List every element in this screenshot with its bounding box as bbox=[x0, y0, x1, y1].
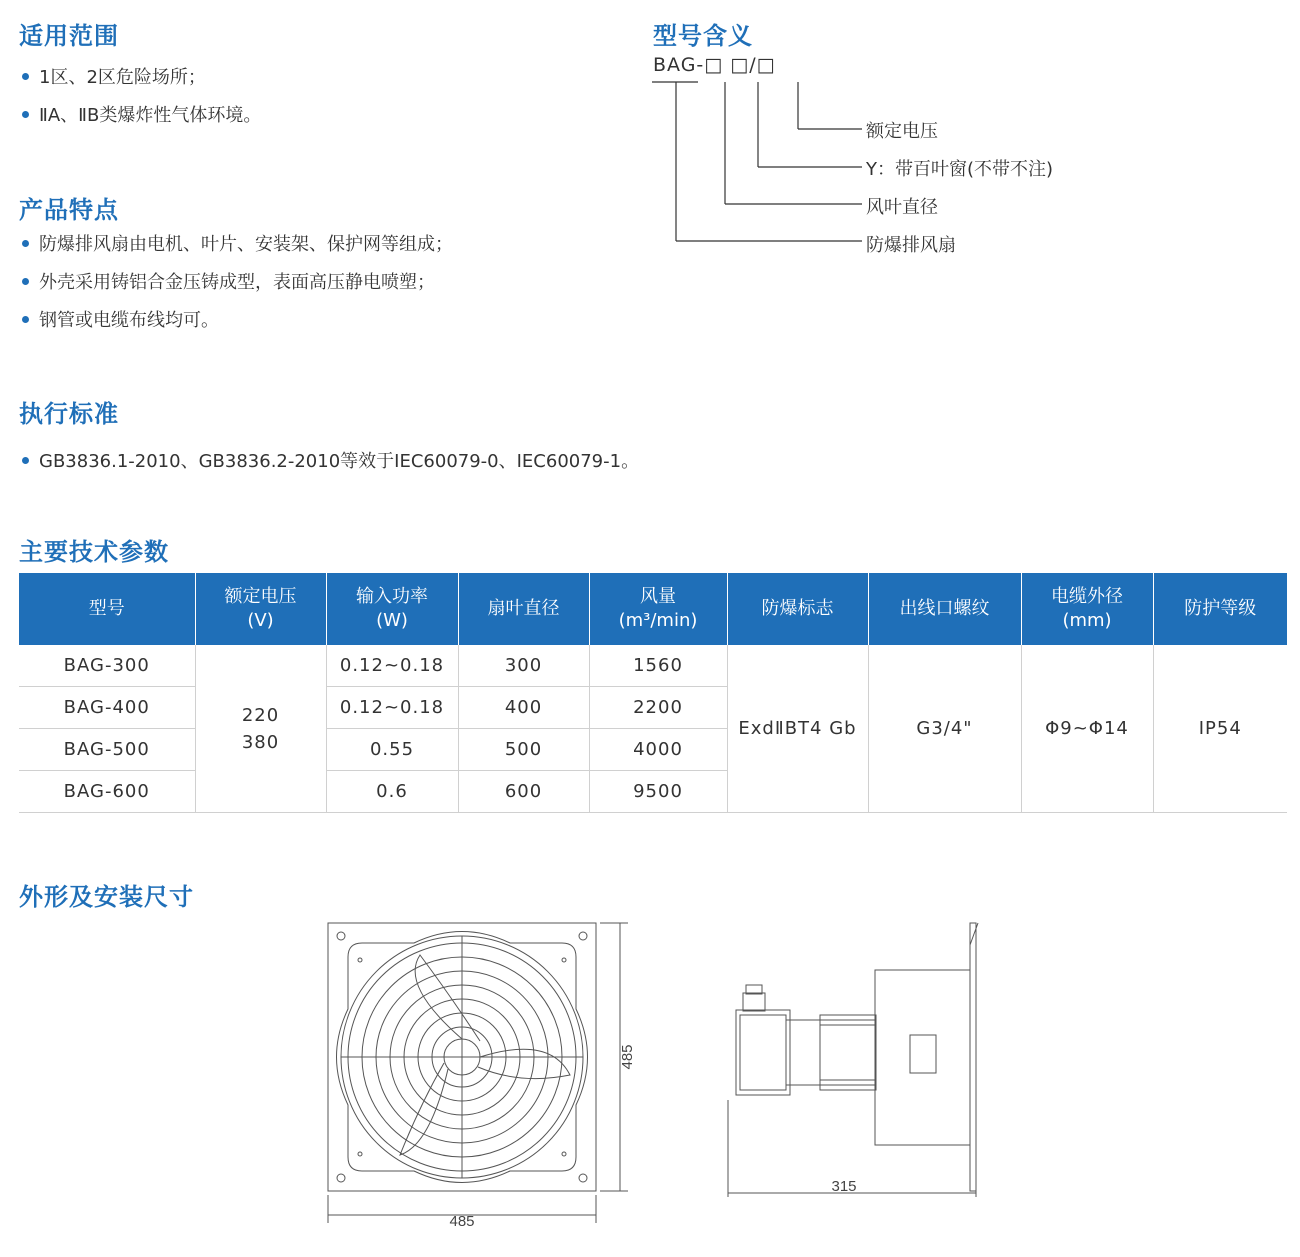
bullet-icon bbox=[22, 240, 29, 247]
cell-ex-mark: ExdⅡBT4 Gb bbox=[727, 645, 868, 813]
cell-diameter: 300 bbox=[458, 645, 589, 687]
bullet-icon bbox=[22, 316, 29, 323]
cell-power: 0.6 bbox=[326, 771, 458, 813]
cell-power: 0.12~0.18 bbox=[326, 687, 458, 729]
model-label-voltage: 额定电压 bbox=[866, 121, 938, 142]
section-title-applicable: 适用范围 bbox=[19, 22, 119, 50]
spec-table bbox=[19, 573, 1287, 813]
model-code: BAG-□ □/□ bbox=[653, 54, 776, 76]
cell-airflow: 9500 bbox=[589, 771, 727, 813]
cell-airflow: 1560 bbox=[589, 645, 727, 687]
cell-protection: IP54 bbox=[1153, 645, 1287, 813]
model-label-diameter: 风叶直径 bbox=[866, 197, 938, 218]
feature-item-1: 防爆排风扇由电机、叶片、安装架、保护网等组成； bbox=[20, 230, 453, 256]
side-depth-label: 315 bbox=[831, 1178, 857, 1195]
section-title-standard: 执行标准 bbox=[19, 400, 119, 428]
th-ex-mark: 防爆标志 bbox=[727, 573, 868, 645]
cell-model: BAG-300 bbox=[19, 645, 195, 687]
table-row bbox=[19, 645, 1287, 687]
th-protection: 防护等级 bbox=[1153, 573, 1287, 645]
section-title-model-meaning: 型号含义 bbox=[653, 22, 753, 50]
model-label-louver: Y：带百叶窗(不带不注) bbox=[866, 159, 1054, 180]
feature-item-2: 外壳采用铸铝合金压铸成型，表面高压静电喷塑； bbox=[20, 268, 435, 294]
feature-item-3: 钢管或电缆布线均可。 bbox=[20, 306, 219, 332]
th-thread: 出线口螺纹 bbox=[868, 573, 1021, 645]
cell-model: BAG-500 bbox=[19, 729, 195, 771]
front-width-label: 485 bbox=[449, 1213, 475, 1230]
section-title-params: 主要技术参数 bbox=[19, 538, 169, 566]
th-voltage: 额定电压 (V) bbox=[195, 573, 326, 645]
th-model: 型号 bbox=[19, 573, 195, 645]
th-airflow: 风量 (m³/min) bbox=[589, 573, 727, 645]
cell-diameter: 500 bbox=[458, 729, 589, 771]
standard-item-1: GB3836.1-2010、GB3836.2-2010等效于IEC60079-0、IEC60079-1。 bbox=[20, 447, 639, 473]
side-view-drawing bbox=[720, 915, 990, 1205]
bullet-icon bbox=[22, 457, 29, 464]
bullet-icon bbox=[22, 278, 29, 285]
model-label-product: 防爆排风扇 bbox=[866, 235, 956, 256]
cell-cable: Φ9~Φ14 bbox=[1021, 645, 1153, 813]
front-view-drawing bbox=[320, 915, 640, 1235]
th-power: 输入功率 (W) bbox=[326, 573, 458, 645]
cell-airflow: 2200 bbox=[589, 687, 727, 729]
cell-model: BAG-600 bbox=[19, 771, 195, 813]
section-title-features: 产品特点 bbox=[19, 196, 119, 224]
applicable-item-1: 1区、2区危险场所； bbox=[20, 63, 206, 89]
cell-thread: G3/4" bbox=[868, 645, 1021, 813]
front-height-label: 485 bbox=[619, 1044, 636, 1070]
model-meaning-diagram bbox=[650, 50, 880, 250]
cell-diameter: 400 bbox=[458, 687, 589, 729]
cell-voltage: 220 380 bbox=[195, 645, 326, 813]
cell-power: 0.12~0.18 bbox=[326, 645, 458, 687]
cell-power: 0.55 bbox=[326, 729, 458, 771]
th-cable: 电缆外径 (mm) bbox=[1021, 573, 1153, 645]
cell-diameter: 600 bbox=[458, 771, 589, 813]
cell-model: BAG-400 bbox=[19, 687, 195, 729]
cell-airflow: 4000 bbox=[589, 729, 727, 771]
table-header-row bbox=[19, 573, 1287, 645]
applicable-item-2: ⅡA、ⅡB类爆炸性气体环境。 bbox=[20, 101, 261, 127]
section-title-dimensions: 外形及安装尺寸 bbox=[19, 883, 194, 911]
th-diameter: 扇叶直径 bbox=[458, 573, 589, 645]
bullet-icon bbox=[22, 73, 29, 80]
bullet-icon bbox=[22, 111, 29, 118]
